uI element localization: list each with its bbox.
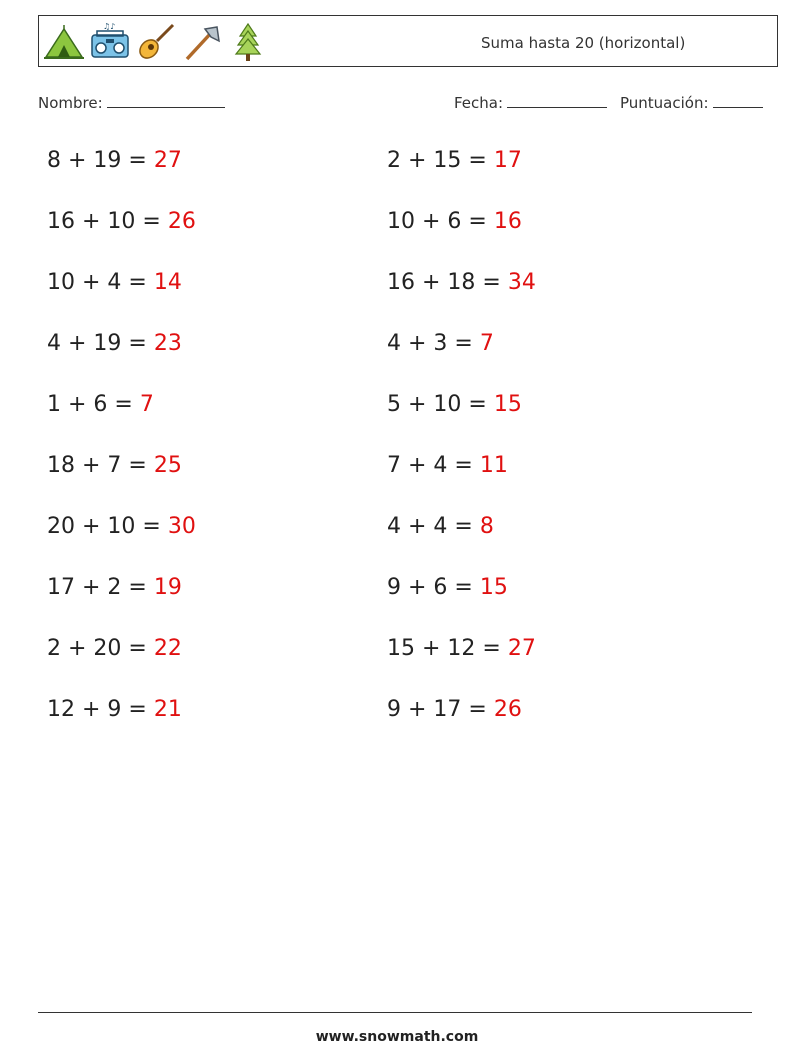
- problem-question: 12 + 9 =: [47, 697, 154, 722]
- date-blank: [507, 93, 607, 108]
- problem-answer: 19: [153, 575, 182, 600]
- problem-question: 16 + 18 =: [387, 270, 508, 295]
- problem-item: [47, 453, 182, 478]
- svg-text:♫♪: ♫♪: [103, 22, 116, 31]
- problem-answer: 30: [167, 514, 196, 539]
- problem-question: 4 + 4 =: [387, 514, 480, 539]
- problem-question: 9 + 6 =: [387, 575, 480, 600]
- problem-answer: 25: [153, 453, 182, 478]
- problem-question: 9 + 17 =: [387, 697, 494, 722]
- problem-item: [387, 453, 508, 478]
- tent-icon: [43, 21, 85, 63]
- problem-item: [47, 575, 182, 600]
- problem-item: [387, 697, 522, 722]
- problem-question: 4 + 19 =: [47, 331, 154, 356]
- problem-answer: 7: [479, 331, 494, 356]
- problem-answer: 27: [153, 148, 182, 173]
- problem-answer: 21: [153, 697, 182, 722]
- score-label: Puntuación:: [620, 94, 709, 112]
- footer-divider: [38, 1012, 752, 1013]
- problem-question: 2 + 15 =: [387, 148, 494, 173]
- problem-item: [387, 331, 494, 356]
- problem-answer: 17: [493, 148, 522, 173]
- problem-question: 20 + 10 =: [47, 514, 168, 539]
- score-field: [620, 93, 763, 112]
- axe-icon: [181, 21, 223, 63]
- problem-item: [387, 148, 522, 173]
- problem-answer: 11: [479, 453, 508, 478]
- problem-answer: 26: [167, 209, 196, 234]
- date-label: Fecha:: [454, 94, 504, 112]
- problem-item: [47, 392, 154, 417]
- problem-item: [47, 514, 196, 539]
- problem-answer: 27: [507, 636, 536, 661]
- problem-question: 15 + 12 =: [387, 636, 508, 661]
- problem-question: 10 + 6 =: [387, 209, 494, 234]
- pine-tree-icon: [227, 21, 269, 63]
- problem-answer: 22: [153, 636, 182, 661]
- problem-answer: 15: [479, 575, 508, 600]
- score-blank: [713, 93, 763, 108]
- problem-question: 7 + 4 =: [387, 453, 480, 478]
- problem-item: [47, 331, 182, 356]
- problem-answer: 16: [493, 209, 522, 234]
- problem-question: 16 + 10 =: [47, 209, 168, 234]
- problem-item: [47, 148, 182, 173]
- problem-question: 5 + 10 =: [387, 392, 494, 417]
- problem-item: [47, 697, 182, 722]
- name-blank: [107, 93, 225, 108]
- problem-item: [387, 209, 522, 234]
- name-field: [38, 93, 225, 112]
- footer-website: www.snowmath.com: [315, 1029, 479, 1045]
- problem-answer: 26: [493, 697, 522, 722]
- problem-question: 4 + 3 =: [387, 331, 480, 356]
- problem-question: 18 + 7 =: [47, 453, 154, 478]
- guitar-icon: [135, 21, 177, 63]
- problem-answer: 34: [507, 270, 536, 295]
- problem-answer: 14: [153, 270, 182, 295]
- name-label: Nombre:: [38, 94, 103, 112]
- problem-question: 8 + 19 =: [47, 148, 154, 173]
- problem-question: 2 + 20 =: [47, 636, 154, 661]
- problem-question: 17 + 2 =: [47, 575, 154, 600]
- problem-question: 10 + 4 =: [47, 270, 154, 295]
- worksheet-header: [38, 15, 778, 67]
- problem-question: 1 + 6 =: [47, 392, 140, 417]
- header-icons: [43, 20, 269, 64]
- problem-item: [47, 636, 182, 661]
- problem-item: [387, 575, 508, 600]
- problem-item: [47, 209, 196, 234]
- problem-item: [387, 636, 536, 661]
- problem-item: [47, 270, 182, 295]
- boombox-icon: [89, 21, 131, 63]
- problem-item: [387, 392, 522, 417]
- problem-answer: 15: [493, 392, 522, 417]
- problem-answer: 23: [153, 331, 182, 356]
- problem-answer: 8: [479, 514, 494, 539]
- worksheet-title: Suma hasta 20 (horizontal): [481, 34, 686, 52]
- problem-answer: 7: [139, 392, 154, 417]
- problem-item: [387, 270, 536, 295]
- problem-item: [387, 514, 494, 539]
- date-field: [454, 93, 607, 112]
